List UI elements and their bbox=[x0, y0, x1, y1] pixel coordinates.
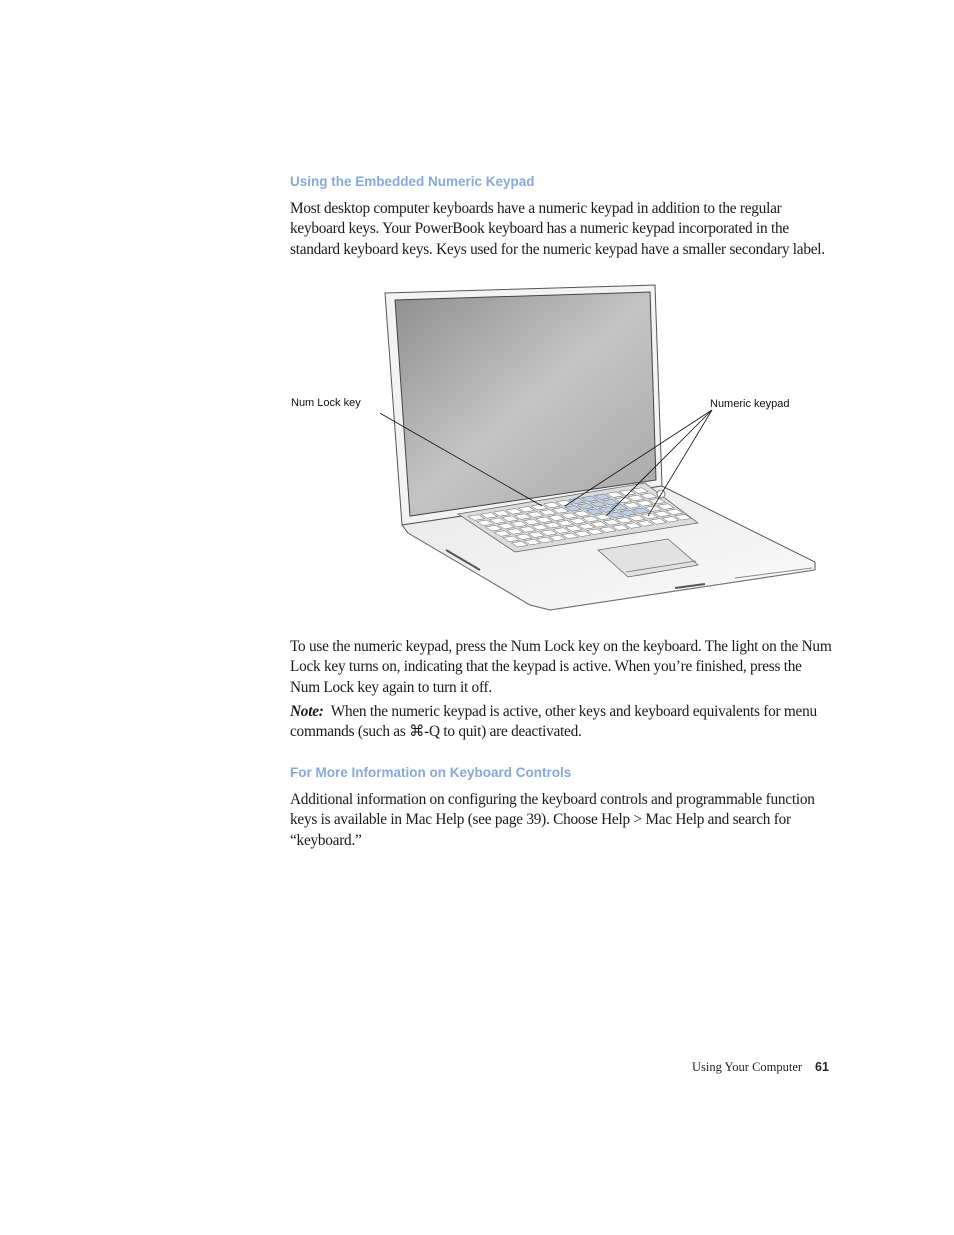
section-heading-more-info: For More Information on Keyboard Controls bbox=[290, 765, 572, 780]
callout-numeric-keypad: Numeric keypad bbox=[710, 398, 790, 410]
note-paragraph bbox=[290, 702, 835, 743]
page-number: 61 bbox=[815, 1060, 829, 1074]
intro-paragraph: Most desktop computer keyboards have a numeric keypad in addition to the regular keyboard keys. Your PowerBook keyboard has a numeric keypad incorporated in the standard keyboard keys. Keys used for the numeric keypad have a smaller secondary label. bbox=[290, 200, 825, 258]
section-heading-numeric-keypad: Using the Embedded Numeric Keypad bbox=[290, 174, 535, 189]
callout-num-lock-key: Num Lock key bbox=[291, 397, 361, 409]
note-text: When the numeric keypad is active, other keys and keyboard equivalents for menu commands (such as ⌘-Q to quit) are deactivated. bbox=[290, 703, 817, 741]
powerbook-illustration bbox=[380, 280, 820, 630]
note-label: Note: bbox=[290, 703, 324, 720]
numlock-paragraph: To use the numeric keypad, press the Num Lock key on the keyboard. The light on the Num Lock key turns on, indicating that the keypad is active. When you’re finished, press the Num Lock key again to turn it off. bbox=[290, 638, 832, 696]
more-info-paragraph: Additional information on configuring the keyboard controls and programmable function keys is available in Mac Help (see page 39). Choose Help > Mac Help and search for “keyboard.” bbox=[290, 791, 815, 849]
laptop-drawing bbox=[380, 280, 820, 625]
footer-section-label: Using Your Computer bbox=[692, 1060, 803, 1074]
